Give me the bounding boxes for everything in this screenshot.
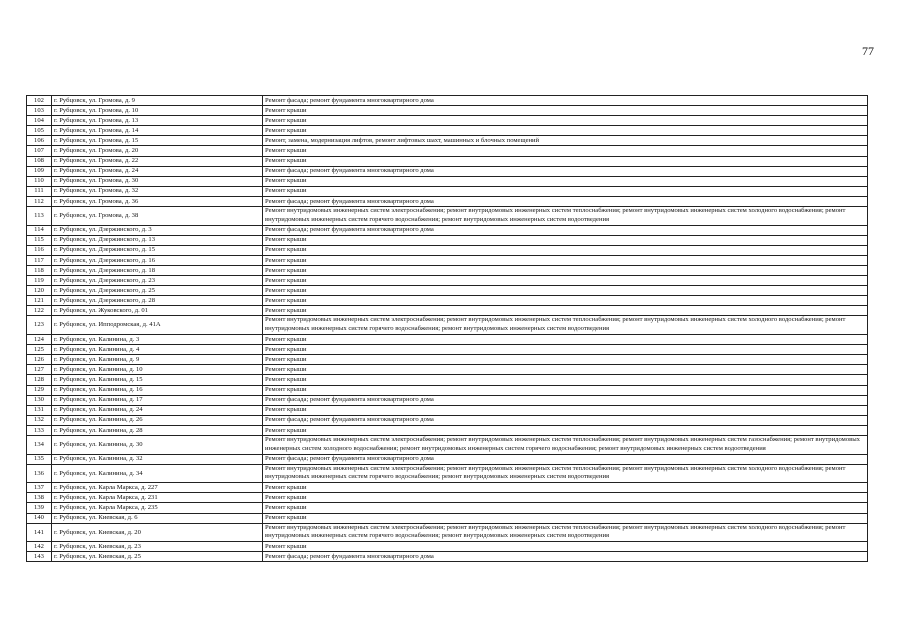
work-type-cell: Ремонт фасада; ремонт фундамента многоквартирного дома <box>263 552 868 562</box>
work-type-cell: Ремонт крыши <box>263 375 868 385</box>
row-number-cell: 121 <box>27 296 52 306</box>
work-type-cell: Ремонт крыши <box>263 186 868 196</box>
table-row <box>27 176 868 186</box>
page-number: 77 <box>862 44 874 58</box>
table-row <box>27 316 868 335</box>
work-type-cell: Ремонт крыши <box>263 385 868 395</box>
row-number-cell: 117 <box>27 255 52 265</box>
address-cell: г. Рубцовск, ул. Калинина, д. 3 <box>52 335 263 345</box>
table-row <box>27 245 868 255</box>
table-row <box>27 345 868 355</box>
table-row <box>27 126 868 136</box>
address-cell: г. Рубцовск, ул. Дзержинского, д. 15 <box>52 245 263 255</box>
address-cell: г. Рубцовск, ул. Дзержинского, д. 13 <box>52 235 263 245</box>
work-type-cell: Ремонт крыши <box>263 235 868 245</box>
work-type-cell: Ремонт крыши <box>263 176 868 186</box>
table-row <box>27 335 868 345</box>
row-number-cell: 112 <box>27 196 52 206</box>
row-number-cell: 135 <box>27 454 52 464</box>
table-body <box>27 96 868 562</box>
work-type-cell: Ремонт внутридомовых инженерных систем электроснабжения; ремонт внутридомовых инженерных систем теплоснабжения; ремонт внутридомовых инженерных систем холодного водоснабжения; ремонт внутридомовых инженерных систем горячего водоснабжения; ремонт внутридомовых инженерных систем водоотведения <box>263 316 868 335</box>
address-cell: г. Рубцовск, ул. Киевская, д. 23 <box>52 542 263 552</box>
row-number-cell: 132 <box>27 415 52 425</box>
work-type-cell: Ремонт фасада; ремонт фундамента многоквартирного дома <box>263 196 868 206</box>
address-cell: г. Рубцовск, ул. Дзержинского, д. 28 <box>52 296 263 306</box>
address-cell: г. Рубцовск, ул. Громова, д. 10 <box>52 106 263 116</box>
table-row <box>27 166 868 176</box>
work-type-cell: Ремонт крыши <box>263 255 868 265</box>
table-row <box>27 355 868 365</box>
address-cell: г. Рубцовск, ул. Громова, д. 13 <box>52 116 263 126</box>
row-number-cell: 118 <box>27 266 52 276</box>
address-cell: г. Рубцовск, ул. Громова, д. 24 <box>52 166 263 176</box>
row-number-cell: 111 <box>27 186 52 196</box>
table-row <box>27 425 868 435</box>
table-row <box>27 286 868 296</box>
table-row <box>27 186 868 196</box>
work-type-cell: Ремонт крыши <box>263 146 868 156</box>
address-cell: г. Рубцовск, ул. Громова, д. 30 <box>52 176 263 186</box>
work-type-cell: Ремонт внутридомовых инженерных систем электроснабжения; ремонт внутридомовых инженерных систем теплоснабжения; ремонт внутридомовых инженерных систем холодного водоснабжения; ремонт внутридомовых инженерных систем горячего водоснабжения; ремонт внутридомовых инженерных систем водоотведения <box>263 464 868 483</box>
row-number-cell: 104 <box>27 116 52 126</box>
work-type-cell: Ремонт крыши <box>263 483 868 493</box>
row-number-cell: 107 <box>27 146 52 156</box>
address-cell: г. Рубцовск, ул. Калинина, д. 17 <box>52 395 263 405</box>
row-number-cell: 129 <box>27 385 52 395</box>
work-type-cell: Ремонт внутридомовых инженерных систем электроснабжения; ремонт внутридомовых инженерных систем теплоснабжения; ремонт внутридомовых инженерных систем холодного водоснабжения; ремонт внутридомовых инженерных систем горячего водоснабжения; ремонт внутридомовых инженерных систем водоотведения <box>263 207 868 226</box>
table-row <box>27 385 868 395</box>
work-type-cell: Ремонт крыши <box>263 156 868 166</box>
table-row <box>27 415 868 425</box>
table-row <box>27 436 868 455</box>
row-number-cell: 110 <box>27 176 52 186</box>
row-number-cell: 102 <box>27 96 52 106</box>
row-number-cell: 108 <box>27 156 52 166</box>
address-cell: г. Рубцовск, ул. Киевская, д. 25 <box>52 552 263 562</box>
address-cell: г. Рубцовск, ул. Карла Маркса, д. 227 <box>52 483 263 493</box>
address-cell: г. Рубцовск, ул. Калинина, д. 34 <box>52 464 263 483</box>
address-cell: г. Рубцовск, ул. Калинина, д. 15 <box>52 375 263 385</box>
table-row <box>27 96 868 106</box>
address-cell: г. Рубцовск, ул. Дзержинского, д. 25 <box>52 286 263 296</box>
row-number-cell: 109 <box>27 166 52 176</box>
work-type-cell: Ремонт крыши <box>263 276 868 286</box>
row-number-cell: 125 <box>27 345 52 355</box>
table-row <box>27 513 868 523</box>
table-row <box>27 266 868 276</box>
work-type-cell: Ремонт крыши <box>263 116 868 126</box>
work-type-cell: Ремонт, замена, модернизация лифтов, ремонт лифтовых шахт, машинных и блочных помещений <box>263 136 868 146</box>
work-type-cell: Ремонт крыши <box>263 106 868 116</box>
address-cell: г. Рубцовск, ул. Громова, д. 36 <box>52 196 263 206</box>
address-cell: г. Рубцовск, ул. Дзержинского, д. 16 <box>52 255 263 265</box>
row-number-cell: 143 <box>27 552 52 562</box>
row-number-cell: 126 <box>27 355 52 365</box>
address-cell: г. Рубцовск, ул. Громова, д. 20 <box>52 146 263 156</box>
work-type-cell: Ремонт крыши <box>263 335 868 345</box>
row-number-cell: 106 <box>27 136 52 146</box>
row-number-cell: 140 <box>27 513 52 523</box>
table-row <box>27 116 868 126</box>
table-row <box>27 196 868 206</box>
work-type-cell: Ремонт крыши <box>263 266 868 276</box>
row-number-cell: 114 <box>27 225 52 235</box>
work-type-cell: Ремонт крыши <box>263 126 868 136</box>
row-number-cell: 128 <box>27 375 52 385</box>
address-cell: г. Рубцовск, ул. Калинина, д. 28 <box>52 425 263 435</box>
table-row <box>27 276 868 286</box>
row-number-cell: 142 <box>27 542 52 552</box>
work-type-cell: Ремонт крыши <box>263 425 868 435</box>
work-type-cell: Ремонт крыши <box>263 286 868 296</box>
row-number-cell: 123 <box>27 316 52 335</box>
row-number-cell: 134 <box>27 436 52 455</box>
work-type-cell: Ремонт крыши <box>263 296 868 306</box>
address-cell: г. Рубцовск, ул. Громова, д. 38 <box>52 207 263 226</box>
address-cell: г. Рубцовск, ул. Калинина, д. 9 <box>52 355 263 365</box>
work-type-cell: Ремонт фасада; ремонт фундамента многоквартирного дома <box>263 225 868 235</box>
table-row <box>27 255 868 265</box>
address-cell: г. Рубцовск, ул. Ипподромская, д. 41А <box>52 316 263 335</box>
table-row <box>27 454 868 464</box>
table-row <box>27 375 868 385</box>
row-number-cell: 139 <box>27 503 52 513</box>
address-cell: г. Рубцовск, ул. Жуковского, д. 01 <box>52 306 263 316</box>
work-type-cell: Ремонт крыши <box>263 542 868 552</box>
table-row <box>27 365 868 375</box>
row-number-cell: 122 <box>27 306 52 316</box>
address-cell: г. Рубцовск, ул. Калинина, д. 30 <box>52 436 263 455</box>
row-number-cell: 138 <box>27 493 52 503</box>
table-row <box>27 542 868 552</box>
address-cell: г. Рубцовск, ул. Калинина, д. 4 <box>52 345 263 355</box>
row-number-cell: 119 <box>27 276 52 286</box>
row-number-cell: 115 <box>27 235 52 245</box>
table-row <box>27 296 868 306</box>
work-type-cell: Ремонт крыши <box>263 245 868 255</box>
work-type-cell: Ремонт фасада; ремонт фундамента многоквартирного дома <box>263 96 868 106</box>
row-number-cell: 124 <box>27 335 52 345</box>
table-row <box>27 503 868 513</box>
address-cell: г. Рубцовск, ул. Громова, д. 15 <box>52 136 263 146</box>
work-type-cell: Ремонт крыши <box>263 365 868 375</box>
row-number-cell: 131 <box>27 405 52 415</box>
address-cell: г. Рубцовск, ул. Карла Маркса, д. 235 <box>52 503 263 513</box>
work-type-cell: Ремонт внутридомовых инженерных систем электроснабжения; ремонт внутридомовых инженерных систем теплоснабжения; ремонт внутридомовых инженерных систем холодного водоснабжения; ремонт внутридомовых инженерных систем горячего водоснабжения; ремонт внутридомовых инженерных систем водоотведения <box>263 523 868 542</box>
work-type-cell: Ремонт крыши <box>263 345 868 355</box>
address-cell: г. Рубцовск, ул. Громова, д. 14 <box>52 126 263 136</box>
repair-registry-table <box>26 95 868 562</box>
address-cell: г. Рубцовск, ул. Калинина, д. 24 <box>52 405 263 415</box>
address-cell: г. Рубцовск, ул. Киевская, д. 20 <box>52 523 263 542</box>
work-type-cell: Ремонт крыши <box>263 355 868 365</box>
table-row <box>27 464 868 483</box>
row-number-cell: 120 <box>27 286 52 296</box>
work-type-cell: Ремонт крыши <box>263 503 868 513</box>
address-cell: г. Рубцовск, ул. Громова, д. 32 <box>52 186 263 196</box>
table-row <box>27 207 868 226</box>
work-type-cell: Ремонт крыши <box>263 306 868 316</box>
table-row <box>27 225 868 235</box>
address-cell: г. Рубцовск, ул. Дзержинского, д. 18 <box>52 266 263 276</box>
table-row <box>27 395 868 405</box>
row-number-cell: 103 <box>27 106 52 116</box>
row-number-cell: 113 <box>27 207 52 226</box>
work-type-cell: Ремонт крыши <box>263 405 868 415</box>
table-row <box>27 106 868 116</box>
address-cell: г. Рубцовск, ул. Дзержинского, д. 23 <box>52 276 263 286</box>
address-cell: г. Рубцовск, ул. Киевская, д. 6 <box>52 513 263 523</box>
work-type-cell: Ремонт фасада; ремонт фундамента многоквартирного дома <box>263 395 868 405</box>
row-number-cell: 130 <box>27 395 52 405</box>
table-row <box>27 552 868 562</box>
table-row <box>27 483 868 493</box>
row-number-cell: 127 <box>27 365 52 375</box>
row-number-cell: 133 <box>27 425 52 435</box>
row-number-cell: 137 <box>27 483 52 493</box>
work-type-cell: Ремонт внутридомовых инженерных систем электроснабжения; ремонт внутридомовых инженерных систем теплоснабжения; ремонт внутридомовых инженерных систем газоснабжения; ремонт внутридомовых инженерных систем холодного водоснабжения; ремонт внутридомовых инженерных систем горячего водоснабжения; ремонт внутридомовых инженерных систем водоотведения <box>263 436 868 455</box>
work-type-cell: Ремонт фасада; ремонт фундамента многоквартирного дома <box>263 454 868 464</box>
table-row <box>27 136 868 146</box>
row-number-cell: 136 <box>27 464 52 483</box>
work-type-cell: Ремонт фасада; ремонт фундамента многоквартирного дома <box>263 166 868 176</box>
address-cell: г. Рубцовск, ул. Калинина, д. 16 <box>52 385 263 395</box>
address-cell: г. Рубцовск, ул. Дзержинского, д. 3 <box>52 225 263 235</box>
table-row <box>27 235 868 245</box>
address-cell: г. Рубцовск, ул. Калинина, д. 26 <box>52 415 263 425</box>
row-number-cell: 105 <box>27 126 52 136</box>
address-cell: г. Рубцовск, ул. Калинина, д. 32 <box>52 454 263 464</box>
table-row <box>27 146 868 156</box>
row-number-cell: 116 <box>27 245 52 255</box>
row-number-cell: 141 <box>27 523 52 542</box>
address-cell: г. Рубцовск, ул. Калинина, д. 10 <box>52 365 263 375</box>
table-row <box>27 493 868 503</box>
work-type-cell: Ремонт фасада; ремонт фундамента многоквартирного дома <box>263 415 868 425</box>
work-type-cell: Ремонт крыши <box>263 513 868 523</box>
address-cell: г. Рубцовск, ул. Карла Маркса, д. 231 <box>52 493 263 503</box>
address-cell: г. Рубцовск, ул. Громова, д. 22 <box>52 156 263 166</box>
work-type-cell: Ремонт крыши <box>263 493 868 503</box>
table-row <box>27 523 868 542</box>
table-row <box>27 405 868 415</box>
table-row <box>27 156 868 166</box>
address-cell: г. Рубцовск, ул. Громова, д. 9 <box>52 96 263 106</box>
table-row <box>27 306 868 316</box>
